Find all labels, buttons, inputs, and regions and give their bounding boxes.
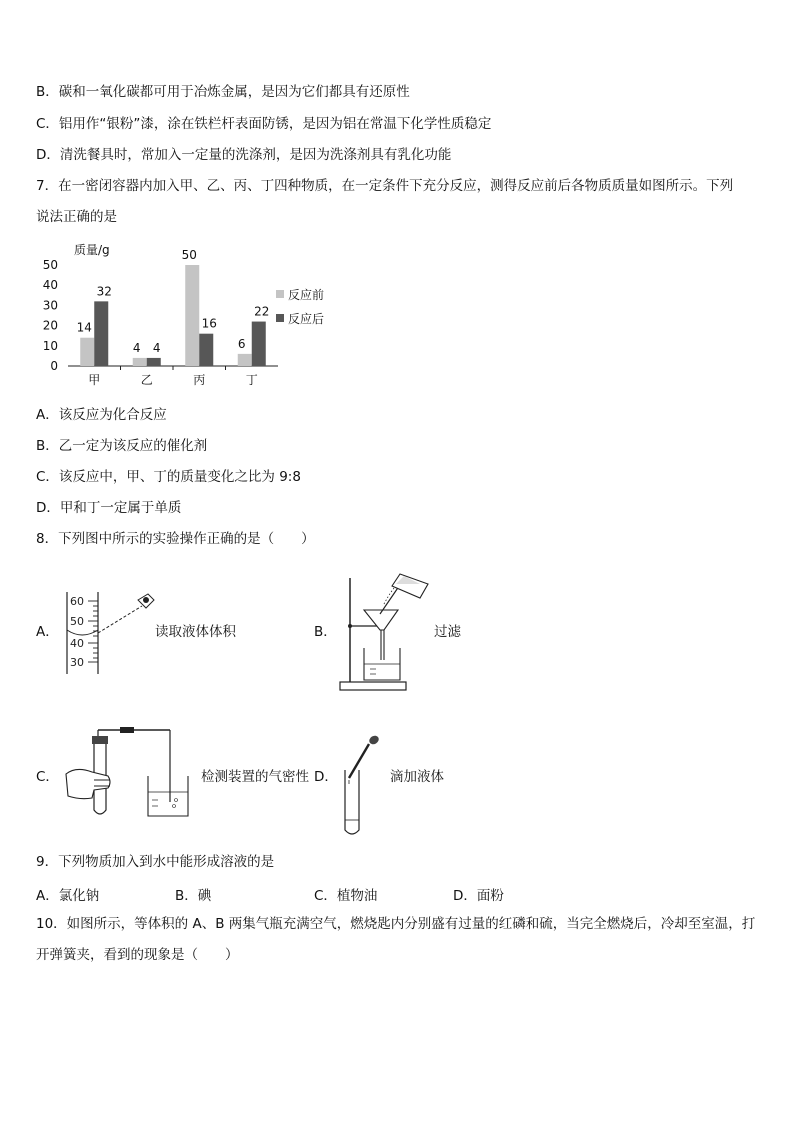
- q7-option-c: C．该反应中，甲、丁的质量变化之比为 9:8: [36, 469, 301, 485]
- y-tick-label: 30: [42, 298, 58, 313]
- q8-a-text: 读取液体体积: [155, 624, 236, 640]
- q7-option-d: D．甲和丁一定属于单质: [36, 500, 182, 516]
- bar-after: [147, 358, 161, 366]
- legend-label: 反应后: [288, 312, 325, 326]
- graduated-cylinder-reading-figure: [60, 588, 160, 678]
- q8-d-letter: D．: [314, 769, 338, 785]
- q7-option-a: A．该反应为化合反应: [36, 407, 167, 423]
- q9-option-b: B．碘: [175, 888, 212, 904]
- bar-before: [238, 354, 252, 366]
- bar-before: [133, 358, 147, 366]
- x-category-label: 甲: [88, 373, 101, 387]
- data-label: 16: [201, 316, 217, 331]
- x-category-label: 乙: [140, 373, 153, 387]
- q8-c-letter: C．: [36, 769, 59, 785]
- q10-stem-line1: 10．如图所示，等体积的 A、B 两集气瓶充满空气，燃烧匙内分别盛有过量的红磷和硫，当完全燃烧后，冷却至室温，打: [36, 916, 756, 932]
- data-label: 22: [254, 304, 270, 319]
- y-tick-label: 20: [42, 318, 58, 333]
- data-label: 6: [237, 336, 246, 351]
- q9-option-c: C．植物油: [314, 888, 378, 904]
- bar-before: [185, 265, 199, 366]
- legend-swatch: [276, 314, 284, 322]
- y-tick-label: 0: [50, 359, 58, 373]
- y-tick-label: 40: [42, 278, 58, 293]
- y-axis-label: 质量/g: [74, 243, 110, 257]
- q9-option-d: D．面粉: [453, 888, 504, 904]
- legend-label: 反应前: [288, 288, 325, 302]
- q8-b-text: 过滤: [434, 624, 461, 640]
- tick-40: 40: [70, 637, 84, 650]
- q7-option-b: B．乙一定为该反应的催化剂: [36, 438, 208, 454]
- mass-bar-chart: [30, 238, 350, 388]
- data-label: 50: [181, 248, 197, 262]
- x-category-label: 丁: [245, 373, 258, 387]
- legend-swatch: [276, 290, 284, 298]
- bar-after: [252, 322, 266, 366]
- x-category-label: 丙: [193, 373, 206, 387]
- tick-30: 30: [70, 656, 84, 669]
- data-label: 4: [152, 340, 161, 355]
- y-tick-label: 10: [42, 338, 58, 353]
- q7-stem-line2: 说法正确的是: [36, 209, 117, 225]
- q9-option-a: A．氯化钠: [36, 888, 100, 904]
- bar-before: [80, 338, 94, 366]
- q8-stem: 8．下列图中所示的实验操作正确的是（ ）: [36, 531, 315, 547]
- q6-option-c: C．铝用作“银粉”漆，涂在铁栏杆表面防锈，是因为铝在常温下化学性质稳定: [36, 116, 492, 132]
- bar-after: [94, 301, 108, 366]
- bar-after: [199, 334, 213, 366]
- data-label: 32: [96, 284, 112, 299]
- q6-option-b: B．碳和一氧化碳都可用于冶炼金属，是因为它们都具有还原性: [36, 84, 410, 100]
- y-tick-label: 50: [42, 258, 58, 272]
- dropper-adding-liquid-figure: [335, 734, 395, 840]
- q7-stem-line1: 7．在一密闭容器内加入甲、乙、丙、丁四种物质，在一定条件下充分反应，测得反应前后各物质质量如图所示。下列: [36, 178, 734, 194]
- q10-stem-line2: 开弹簧夹，看到的现象是（ ）: [36, 947, 239, 963]
- airtightness-check-figure: [62, 726, 197, 821]
- q8-b-letter: B．: [314, 624, 337, 640]
- q9-stem: 9．下列物质加入到水中能形成溶液的是: [36, 854, 275, 870]
- q8-a-letter: A．: [36, 624, 59, 640]
- data-label: 14: [76, 320, 92, 335]
- q6-option-d: D．清洗餐具时，常加入一定量的洗涤剂，是因为洗涤剂具有乳化功能: [36, 147, 452, 163]
- filtration-apparatus-figure: [336, 570, 436, 695]
- data-label: 4: [132, 340, 141, 355]
- q8-d-text: 滴加液体: [390, 769, 444, 785]
- tick-50: 50: [70, 615, 84, 628]
- tick-60: 60: [70, 595, 84, 608]
- q8-c-text: 检测装置的气密性: [201, 769, 309, 785]
